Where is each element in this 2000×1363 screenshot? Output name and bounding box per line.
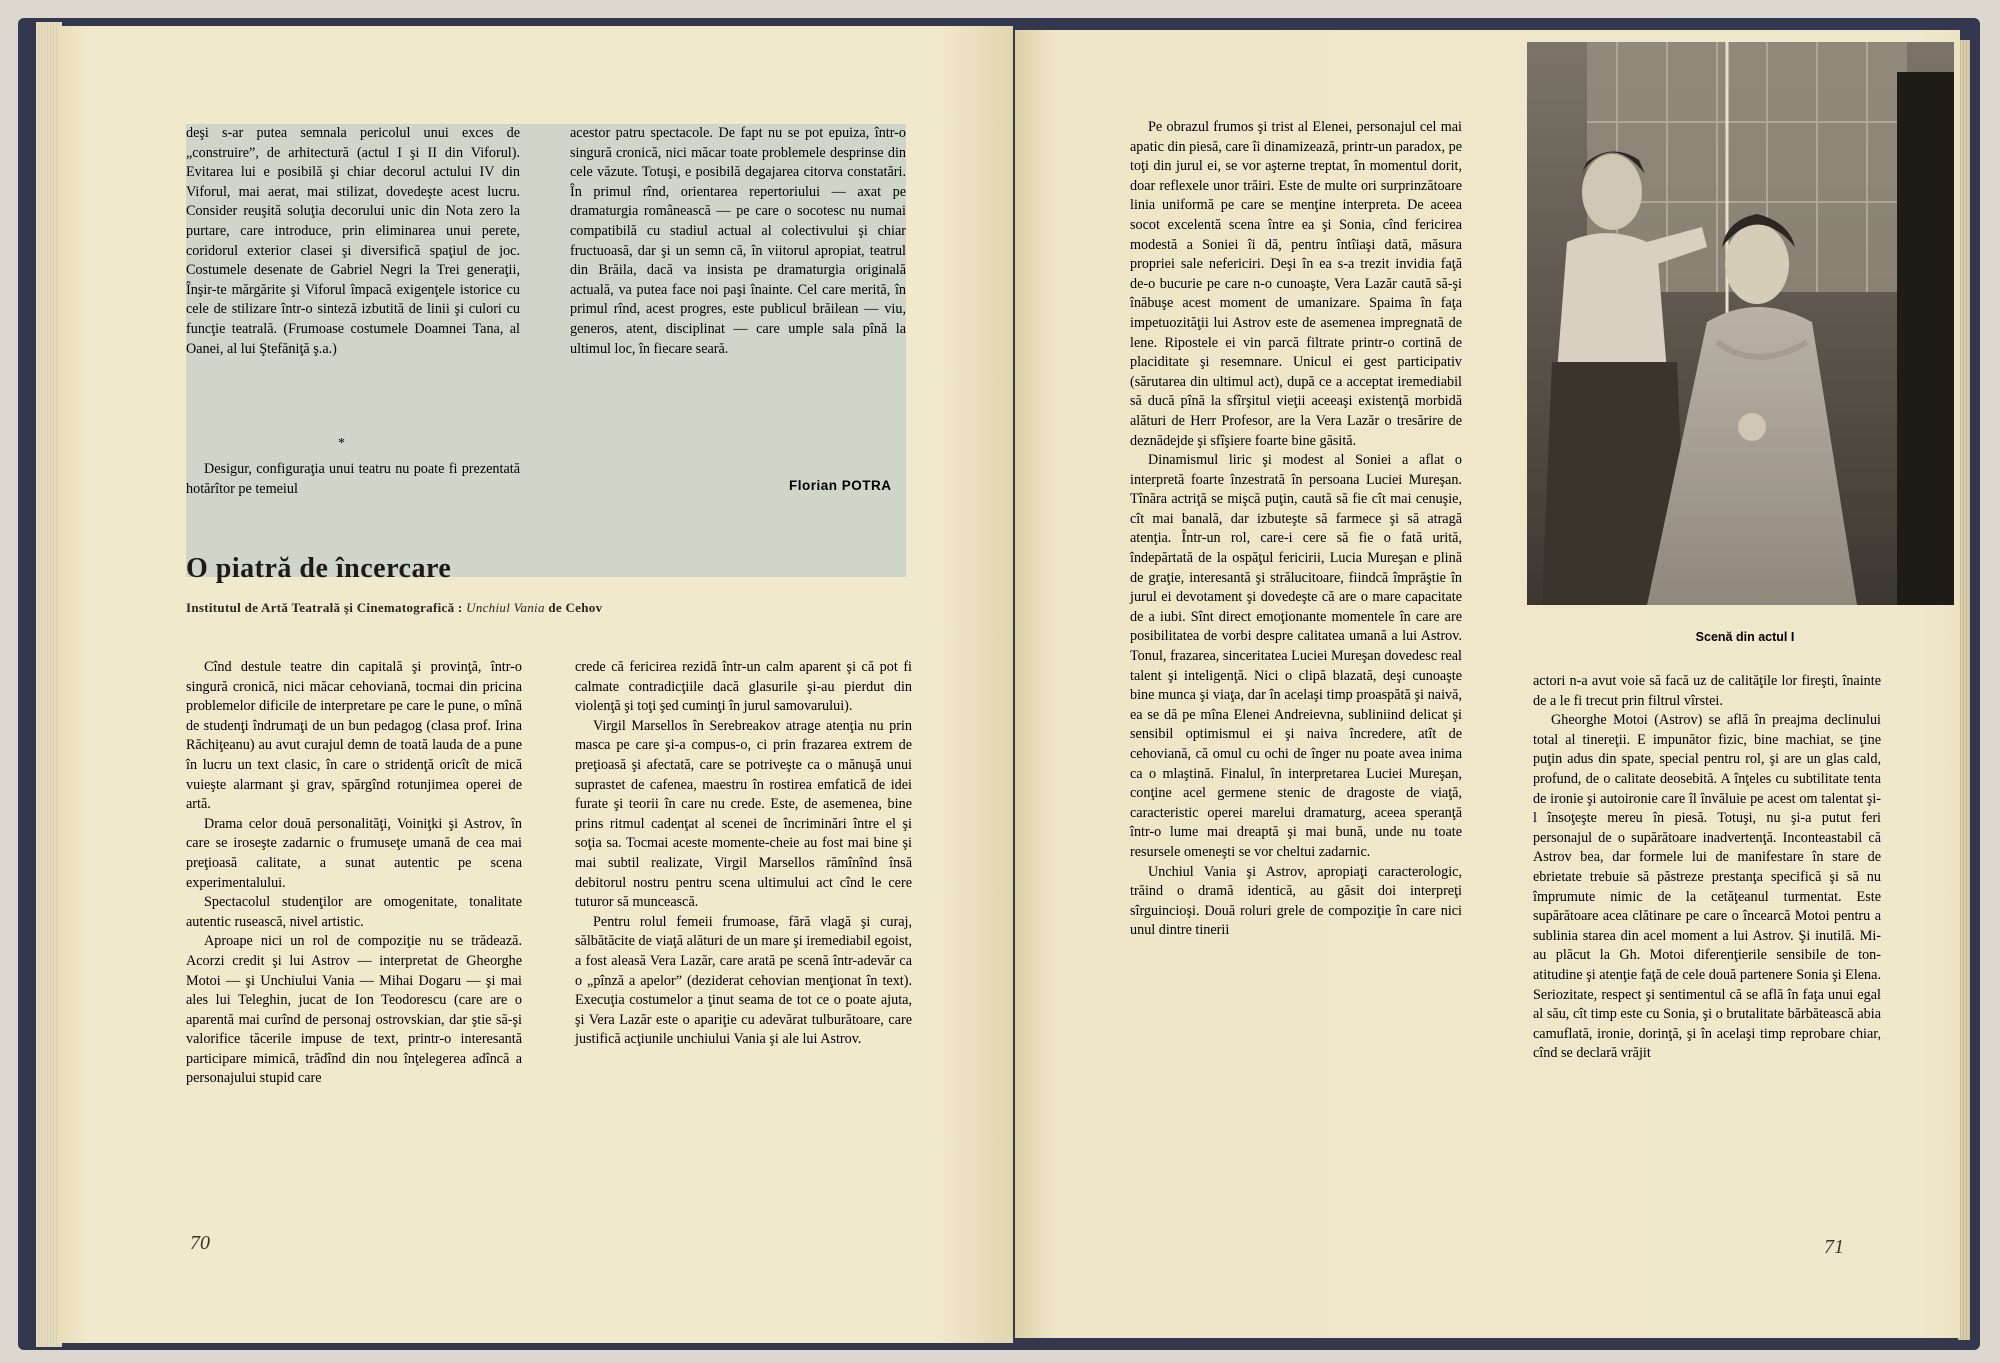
paragraph: acestor patru spectacole. De fapt nu se pot epuiza, într-o singură cronică, nici măcar toate problemele desprinse din cele văzute. Totuşi, e posibilă degajarea citorva constatări. În primul rînd, orientarea repertoriului — axat pe dramaturgia românească — pe care o socotesc nu numai compatibilă cu stadiul actual al colectivului şi chiar fructuoasă, dar şi un semn că, în viitorul apropiat, teatrul din Brăila, dacă va insista pe dramaturgia originală actuală, va putea face noi paşi înainte. Cel care merită, în primul rînd, acest progres, este publicul brăilean — viu, generos, atent, disciplinat — care umple sala pînă la ultimul loc, în fiecare seară. <box>570 125 906 357</box>
scene-photo <box>1527 42 1954 605</box>
page-number-left: 70 <box>190 1232 210 1254</box>
left-top-column-2 <box>570 124 906 359</box>
paragraph: deşi s-ar putea semnala pericolul unui exces de „construire”, de arhitectură (actul I şi II din Viforul). Evitarea lui e posibilă şi chiar decorul actului IV din Viforul, mai aerat, mai stilizat, dovedeşte acest lucru. Consider reuşită soluţia decorului unic din Nota zero la purtare, care introduce, prin eliminarea unui perete, coridorul exterior clasei şi diversifică spaţiul de joc. Costumele desenate de Gabriel Negri la Trei generaţii, Înşir-te mărgărite şi Viforul împacă exigenţele istorice cu cele de stilizare într-o sinteză izbutită de linii şi culori cu funcţie teatrală. (Frumoase costumele Doamnei Tana, al Oanei, al lui Ştefăniţă ş.a.) <box>186 125 520 357</box>
photo-illustration <box>1527 42 1954 605</box>
paragraph: crede că fericirea rezidă într-un calm aparent şi că pot fi calmate contradicţiile dacă glasurile şi-au pierdut din violenţă şi toţi şed cuminţi în jurul samovarului). <box>575 659 912 715</box>
author-signature: Florian POTRA <box>789 478 892 493</box>
right-column-2 <box>1533 672 1881 1064</box>
paragraph: Dinamismul liric şi modest al Soniei a aflat o interpretă foarte înzestrată în persoana Luciei Mureşan. Tînăra actriţă se mişcă puţin, caută să fie cît mai cenuşie, cît mai banală, dar izbuteşte să farmece şi să atragă atenţia. Într-un rol, care-i cere să fie o fată urită, îndepărtată de la ospăţul fericirii, Lucia Mureşan e plină de graţie, interesantă şi strălucitoare, fiindcă împrăştie în jurul ei devotament şi dovedeşte că are o mare capacitate de a iubi. Sînt direct emoţionante momentele în care are posibilitatea de vorbi despre calitatea umană a lui Astrov. Tonul, frazarea, sinceritatea Luciei Mureşan dovedesc real talent şi inteligenţă. Nici o clipă blazată, deşi cunoaşte bine munca şi viaţa, dar în acelaşi timp proaspătă şi naivă, ea se dă pe mîna Elenei Andreievna, subliniind delicat şi sensibil optimismul ei şi naiva încredere, atît de cehoviană, că omul cu ochi de înger nu poate avea inima ca o mlaştină. Finalul, în interpretarea Luciei Mureşan, conţine acel germene stenic de dragoste de viaţă, caracteristic operei marelui dramaturg, aceea speranţă într-o lume mai dreaptă şi mai bună, unde nu toate resursele omeneşti se vor cheltui zadarnic. <box>1130 452 1462 860</box>
subtitle-play: Unchiul Vania <box>466 600 545 615</box>
left-bottom-column-2 <box>575 658 912 1050</box>
page-number-right: 71 <box>1824 1236 1844 1258</box>
subtitle-institution: Institutul de Artă Teatrală şi Cinematografică : <box>186 600 463 615</box>
paragraph: Cînd destule teatre din capitală şi provinţă, într-o singură cronică, nici măcar cehoviană, tocmai din pricina problemelor dificile de interpretare pe care le pune, o mînă de studenţi îndrumaţi de un bun pedagog (clasa prof. Irina Răchiţeanu) au avut curajul demn de toată lauda de a pune în lucru un text clasic, în care o stridenţă oricît de mică vuieşte alarmant şi grav, spărgînd rotunjimea operei de artă. <box>186 659 522 813</box>
paragraph: Aproape nici un rol de compoziţie nu se trădează. Acorzi credit şi lui Astrov — interpretat de Gheorghe Motoi — şi Unchiului Vania — Mihai Dogaru — şi mai ales lui Teleghin, jucat de Ion Teodorescu (care are o aparentă mai curînd de personaj ostrovskian, dar ştie să-şi valorifice tăcerile impuse de text, printr-o interesantă participare mimică, trădînd din nou înţelegerea adîncă a personajului stupid care <box>186 933 522 1087</box>
article-subtitle <box>186 600 602 616</box>
article-title: O piatră de încercare <box>186 553 452 584</box>
subtitle-author: de Cehov <box>548 600 603 615</box>
right-column-1 <box>1130 118 1462 941</box>
paragraph: Spectacolul studenţilor are omogenitate, tonalitate autentic rusească, nivel artistic. <box>186 894 522 930</box>
paragraph: actori n-a avut voie să facă uz de calităţile lor fireşti, înainte de a le fi trecut prin filtrul vîrstei. <box>1533 673 1881 709</box>
paragraph: Pentru rolul femeii frumoase, fără vlagă şi curaj, sălbătăcite de viaţă alături de un mare şi iremediabil egoist, a fost aleasă Vera Lazăr, care arată pe scenă într-adevăr ca o „pînză a apelor” (deziderat cehovian menţionat în text). Execuţia costumelor a ţinut seama de tot ce o poate ajuta, şi Vera Lazăr este o apariţie cu adevărat tulburătoare, care justifică acţiunile unchiului Vania şi ale lui Astrov. <box>575 913 912 1048</box>
paragraph: Desigur, configuraţia unui teatru nu poate fi prezentată hotărîtor pe temeiul <box>186 461 520 497</box>
section-separator: * <box>338 436 345 451</box>
left-top-column-1-cont <box>186 460 520 499</box>
left-top-column-1 <box>186 124 520 359</box>
paragraph: Unchiul Vania şi Astrov, apropiaţi caracterologic, trăind o dramă identică, au găsit doi interpreţi sîrguincioşi. Două roluri grele de compoziţie în care nici unul dintre tinerii <box>1130 863 1462 939</box>
photo-caption: Scenă din actul I <box>1695 630 1795 644</box>
paragraph: Pe obrazul frumos şi trist al Elenei, personajul cel mai apatic din piesă, care îi dinamizează, printr-un paradox, pe toţi din jurul ei, se vor aşterne treptat, în momentul dorit, doar reflexele unor trăiri. Este de multe ori surprinzătoare linia uniformă pe care se menţine interpreta. De aceea socot excelentă scena între ea şi Sonia, cînd fericirea modestă a Soniei îi dă, pentru întîiaşi dată, măsura propriei sale nefericiri. Deşi în ea s-a trezit invidia faţă de-o bucurie pe care n-o cunoaşte, Vera Lazăr caută să-şi înăbuşe acest moment de umanizare. Spaima în faţa impetuozităţii lui Astrov este de asemenea impregnată de lene. Ripostele ei vin parcă filtrate printr-o cortină de placiditate şi resemnare. Unicul ei gest participativ (sărutarea din ultimul act), după ce a acceptat iremediabil să ducă pînă la sfîrşitul vieţii aceeaşi existenţă morbidă alături de Herr Profesor, are la Vera Lazăr o tresărire de deznădejde şi sfîşiere foarte bine găsită. <box>1130 119 1462 449</box>
paragraph: Gheorghe Motoi (Astrov) se află în preajma declinului total al tinereţii. E impunător fizic, bine machiat, se ţine puţin adus din spate, special pentru rol, şi are un glas cald, profund, de o calitate deosebită. A înţeles cu subtilitate tenta de ironie şi autoironie care îl învăluie pe acest om talentat şi-l însoţeşte mereu în piesă. Totuşi, nu şi-a putut feri personajul de o supărătoare inadvertenţă. Inconteastabil că Astrov bea, dar formele lui de manifestare în stare de ebrietate trebuie să păstreze prestanţa specifică şi să nu împrumute nimic de la cetăţeanul turmentat. Este supărătoare acea clătinare pe care o încearcă Motoi pentru a sublinia starea din acel moment a lui Astrov. Şi inutilă. Mi-au plăcut la Gh. Motoi diferenţierile sensibile de ton-atitudine şi atenţie faţă de cele două partenere Sonia şi Elena. Seriozitate, respect şi sentimentul că se află în faţa unui egal al său, cît timp este cu Sonia, şi o brutalitate bărbătească abia camuflată, ironie, dorinţă, şi în acelaşi timp reprobare chiar, cînd se declară vrăjit <box>1533 712 1881 1062</box>
left-bottom-column-1 <box>186 658 522 1089</box>
paragraph: Drama celor două personalităţi, Voiniţki şi Astrov, în care se iroseşte zadarnic o frumuseţe umană de cea mai preţioasă calitate, a sunat autentic pe scena experimentalului. <box>186 815 522 891</box>
paragraph: Virgil Marsellos în Serebreakov atrage atenţia nu prin masca pe care şi-a compus-o, ci prin frazarea extrem de preţioasă şi afectată, care se potriveşte ca o mănuşă unui suprastet de cafenea, maestru în rostirea emfatică de idei furate şi teorii în care nu crede. Este, de asemenea, bine prins ritmul cadenţat al scenei de încriminări între el şi soţia sa. Tocmai aceste momente-cheie au fost mai bine şi mai subtil realizate, Virgil Marsellos rămînînd însă debitorul nostru pentru scena ultimului act cînd le cere tuturor să muncească. <box>575 717 912 911</box>
